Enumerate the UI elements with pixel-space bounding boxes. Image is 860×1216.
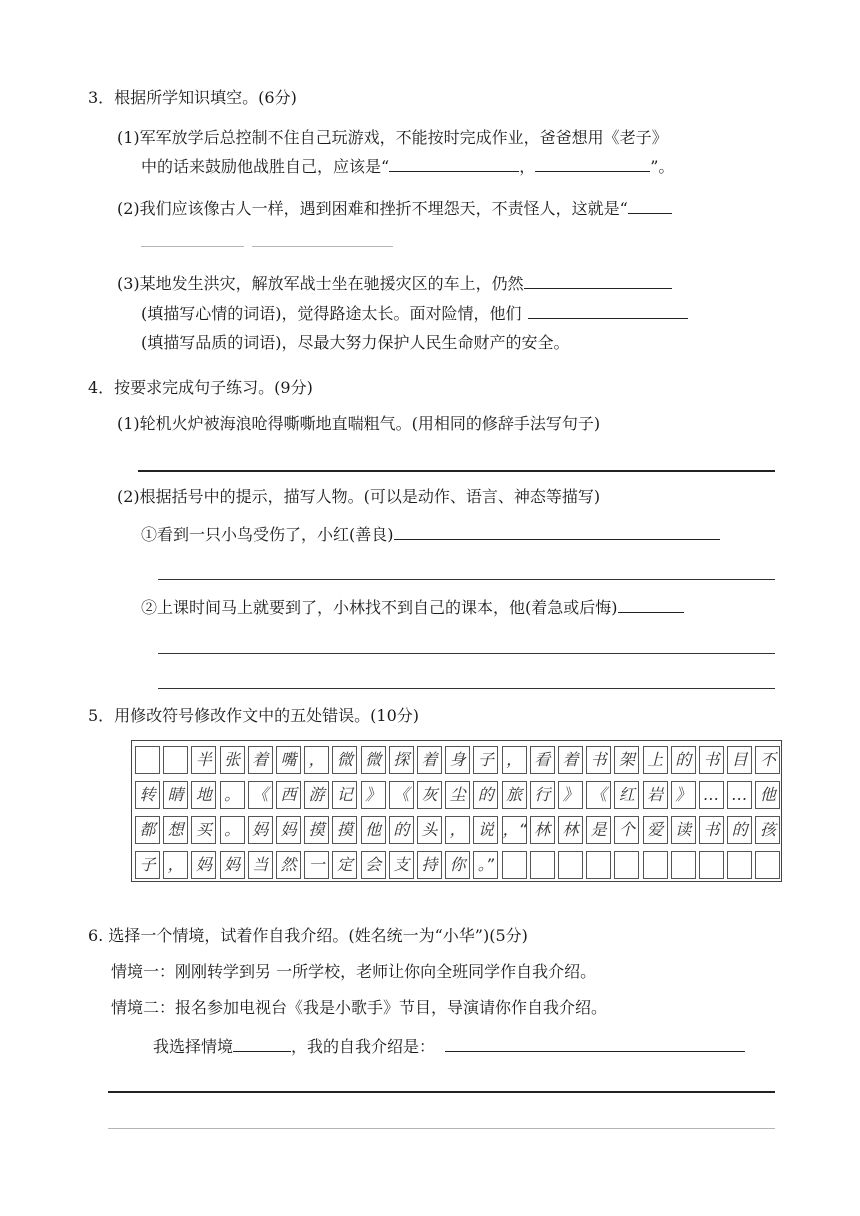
- q4-part2-b-text: ②上课时间马上就要到了，小林找不到自己的课本，他(着急或后悔): [141, 598, 618, 617]
- essay-grid-cell[interactable]: 张: [220, 746, 245, 774]
- q6-intro-blank[interactable]: [445, 1036, 745, 1052]
- essay-grid-cell[interactable]: 书: [699, 816, 724, 844]
- essay-grid-cell[interactable]: [643, 851, 668, 879]
- essay-grid-cell[interactable]: 妈: [220, 851, 245, 879]
- essay-grid-cell[interactable]: 着: [417, 746, 442, 774]
- q3-part3-blank-2[interactable]: [528, 303, 688, 319]
- essay-grid-cell[interactable]: [755, 851, 780, 879]
- q3-title: 3．根据所学知识填空。(6分): [88, 88, 297, 107]
- essay-grid-cell[interactable]: 书: [586, 746, 611, 774]
- q3-part3-blank-1[interactable]: [524, 273, 672, 289]
- essay-grid-cell[interactable]: ，: [502, 746, 527, 774]
- essay-grid-cell[interactable]: 。: [220, 816, 245, 844]
- essay-grid-cell[interactable]: 的: [389, 816, 414, 844]
- essay-grid-cell[interactable]: 说: [473, 816, 498, 844]
- essay-grid-cell[interactable]: [530, 851, 555, 879]
- essay-grid-cell[interactable]: 然: [276, 851, 301, 879]
- essay-grid-cell[interactable]: 身: [445, 746, 470, 774]
- essay-grid-cell[interactable]: 游: [304, 781, 329, 809]
- essay-grid-cell[interactable]: 》: [558, 781, 583, 809]
- q3-part1-blank-2[interactable]: [535, 156, 650, 172]
- essay-grid-cell[interactable]: 着: [558, 746, 583, 774]
- essay-grid-cell[interactable]: 《: [586, 781, 611, 809]
- essay-grid-cell[interactable]: 半: [191, 746, 216, 774]
- essay-grid-cell[interactable]: 上: [643, 746, 668, 774]
- essay-grid-cell[interactable]: 爱: [643, 816, 668, 844]
- q4-part2-b: [141, 597, 684, 618]
- essay-grid-cell[interactable]: 转: [135, 781, 160, 809]
- essay-grid-cell[interactable]: 会: [361, 851, 386, 879]
- q3-part2-blank-1[interactable]: [628, 198, 672, 214]
- q4-part2-a: [141, 524, 720, 545]
- essay-grid-cell[interactable]: 旅: [502, 781, 527, 809]
- essay-grid-cell[interactable]: 你: [445, 851, 470, 879]
- essay-grid-cell[interactable]: 目: [727, 746, 752, 774]
- essay-grid-cell[interactable]: 都: [135, 816, 160, 844]
- q4-part2-b-answer-line-1[interactable]: [158, 653, 775, 654]
- q3-part3-line3: (填描写品质的词语)，尽最大努力保护人民生命财产的安全。: [141, 333, 570, 352]
- essay-grid-cell[interactable]: ，: [304, 746, 329, 774]
- essay-grid-cell[interactable]: 一: [304, 851, 329, 879]
- essay-grid-cell[interactable]: [614, 851, 639, 879]
- q3-part1-line2: [141, 156, 674, 177]
- essay-grid-cell[interactable]: 《: [248, 781, 273, 809]
- essay-grid-cell[interactable]: 林: [530, 816, 555, 844]
- essay-grid-cell[interactable]: 书: [699, 746, 724, 774]
- essay-grid-cell[interactable]: ，“: [502, 816, 527, 844]
- essay-grid-cell[interactable]: 摸: [332, 816, 357, 844]
- essay-grid-cell[interactable]: 他: [361, 816, 386, 844]
- q3-part3-line2: [141, 303, 688, 324]
- q3-part2: [117, 198, 672, 219]
- q3-part1-end: ”。: [650, 157, 675, 176]
- essay-grid-row: [132, 746, 781, 776]
- essay-grid-cell[interactable]: 》: [361, 781, 386, 809]
- essay-grid-cell[interactable]: 记: [332, 781, 357, 809]
- essay-grid-cell[interactable]: 当: [248, 851, 273, 879]
- q4-part2-a-answer-line[interactable]: [158, 579, 775, 580]
- essay-grid-cell[interactable]: 地: [191, 781, 216, 809]
- q4-part2-a-blank[interactable]: [394, 524, 720, 540]
- q3-part3-text-1: (3)某地发生洪灾，解放军战士坐在驰援灾区的车上，仍然: [117, 274, 524, 293]
- q3-part1-comma: ，: [519, 157, 536, 176]
- essay-grid-cell[interactable]: [671, 851, 696, 879]
- essay-grid-cell[interactable]: 。”: [473, 851, 498, 879]
- essay-grid-cell[interactable]: 《: [389, 781, 414, 809]
- essay-grid-cell[interactable]: ，: [445, 816, 470, 844]
- q3-part2-text: (2)我们应该像古人一样，遇到困难和挫折不埋怨天，不责怪人，这就是“: [117, 199, 628, 218]
- essay-grid-cell[interactable]: 探: [389, 746, 414, 774]
- q6-scenario-2: 情境二：报名参加电视台《我是小歌手》节目，导演请你作自我介绍。: [111, 998, 608, 1017]
- q6-answer-line: [153, 1036, 745, 1057]
- q6-answer-line-2[interactable]: [108, 1128, 775, 1129]
- essay-grid-cell[interactable]: 摸: [304, 816, 329, 844]
- q6-scenario-blank[interactable]: [233, 1036, 291, 1052]
- essay-grid-cell[interactable]: [699, 851, 724, 879]
- essay-grid-cell[interactable]: …: [699, 781, 724, 809]
- essay-grid-cell[interactable]: 妈: [191, 851, 216, 879]
- essay-grid-cell[interactable]: 头: [417, 816, 442, 844]
- essay-grid-cell[interactable]: 子: [135, 851, 160, 879]
- q3-part2-blank-3[interactable]: [252, 246, 393, 247]
- essay-grid-cell[interactable]: [558, 851, 583, 879]
- essay-grid-cell[interactable]: [135, 746, 160, 774]
- essay-grid-cell[interactable]: 微: [361, 746, 386, 774]
- essay-grid-row: [132, 816, 781, 846]
- essay-grid-cell[interactable]: …: [727, 781, 752, 809]
- q6-title: 6. 选择一个情境，试着作自我介绍。(姓名统一为“小华”)(5分): [88, 926, 528, 945]
- q4-part2-b-answer-line-2[interactable]: [158, 688, 775, 689]
- q5-title: 5．用修改符号修改作文中的五处错误。(10分): [88, 706, 420, 725]
- q3-part2-blank-2[interactable]: [141, 246, 244, 247]
- essay-grid-cell[interactable]: 。: [220, 781, 245, 809]
- essay-grid-cell[interactable]: 微: [332, 746, 357, 774]
- essay-grid-cell[interactable]: 西: [276, 781, 301, 809]
- essay-grid-cell[interactable]: 行: [530, 781, 555, 809]
- essay-grid-cell[interactable]: 想: [163, 816, 188, 844]
- essay-grid-cell[interactable]: 看: [530, 746, 555, 774]
- essay-grid-cell[interactable]: 架: [614, 746, 639, 774]
- essay-grid-cell[interactable]: 尘: [445, 781, 470, 809]
- essay-grid-cell[interactable]: ，: [163, 851, 188, 879]
- essay-grid-cell[interactable]: 孩: [755, 816, 780, 844]
- q3-part3-text-2: (填描写心情的词语)，觉得路途太长。面对险情，他们: [141, 304, 522, 323]
- essay-grid-cell[interactable]: 睛: [163, 781, 188, 809]
- q4-part1: (1)轮机火炉被海浪呛得嘶嘶地直喘粗气。(用相同的修辞手法写句子): [117, 414, 601, 433]
- q6-answer-prefix: 我选择情境: [153, 1037, 234, 1056]
- essay-grid-cell[interactable]: 》: [671, 781, 696, 809]
- essay-grid-cell[interactable]: 的: [671, 746, 696, 774]
- essay-grid-cell[interactable]: 林: [558, 816, 583, 844]
- q6-scenario-1: 情境一：刚刚转学到另 一所学校，老师让你向全班同学作自我介绍。: [111, 962, 597, 981]
- essay-grid-row: [132, 851, 781, 881]
- essay-grid-cell[interactable]: 岩: [643, 781, 668, 809]
- essay-grid-cell[interactable]: 定: [332, 851, 357, 879]
- q4-part1-answer-line[interactable]: [138, 470, 775, 472]
- essay-grid-cell[interactable]: 持: [417, 851, 442, 879]
- essay-grid-cell[interactable]: 支: [389, 851, 414, 879]
- q4-title: 4．按要求完成句子练习。(9分): [88, 378, 313, 397]
- q6-answer-mid: ，我的自我介绍是：: [291, 1037, 436, 1056]
- essay-grid-cell[interactable]: 妈: [276, 816, 301, 844]
- essay-grid-cell[interactable]: 妈: [248, 816, 273, 844]
- essay-grid-cell[interactable]: [502, 851, 527, 879]
- essay-grid-cell[interactable]: 是: [586, 816, 611, 844]
- essay-grid-cell[interactable]: [727, 851, 752, 879]
- essay-grid-cell[interactable]: 买: [191, 816, 216, 844]
- essay-grid-cell[interactable]: 灰: [417, 781, 442, 809]
- q3-part1-blank-1[interactable]: [389, 156, 519, 172]
- q3-part3-line1: [117, 273, 672, 294]
- q3-part1-text: 中的话来鼓励他战胜自己，应该是“: [141, 157, 390, 176]
- essay-grid-cell[interactable]: 着: [248, 746, 273, 774]
- q4-part2-a-text: ①看到一只小鸟受伤了，小红(善良): [141, 525, 394, 544]
- essay-grid-cell[interactable]: 子: [473, 746, 498, 774]
- essay-grid-cell[interactable]: 他: [755, 781, 780, 809]
- essay-grid-cell[interactable]: 红: [614, 781, 639, 809]
- essay-grid-row: [132, 781, 781, 811]
- q4-part2-b-blank[interactable]: [618, 597, 684, 613]
- essay-grid-cell[interactable]: [163, 746, 188, 774]
- essay-grid-cell[interactable]: 读: [671, 816, 696, 844]
- q3-part1-line1: (1)军军放学后总控制不住自己玩游戏，不能按时完成作业，爸爸想用《老子》: [117, 128, 668, 147]
- essay-grid-cell[interactable]: 嘴: [276, 746, 301, 774]
- essay-grid: [131, 740, 782, 882]
- q6-answer-line-1[interactable]: [108, 1091, 775, 1093]
- essay-grid-cell[interactable]: [586, 851, 611, 879]
- essay-grid-cell[interactable]: 不: [755, 746, 780, 774]
- essay-grid-cell[interactable]: 的: [727, 816, 752, 844]
- essay-grid-cell[interactable]: 的: [473, 781, 498, 809]
- essay-grid-cell[interactable]: 个: [614, 816, 639, 844]
- q4-part2: (2)根据括号中的提示，描写人物。(可以是动作、语言、神态等描写): [117, 487, 601, 506]
